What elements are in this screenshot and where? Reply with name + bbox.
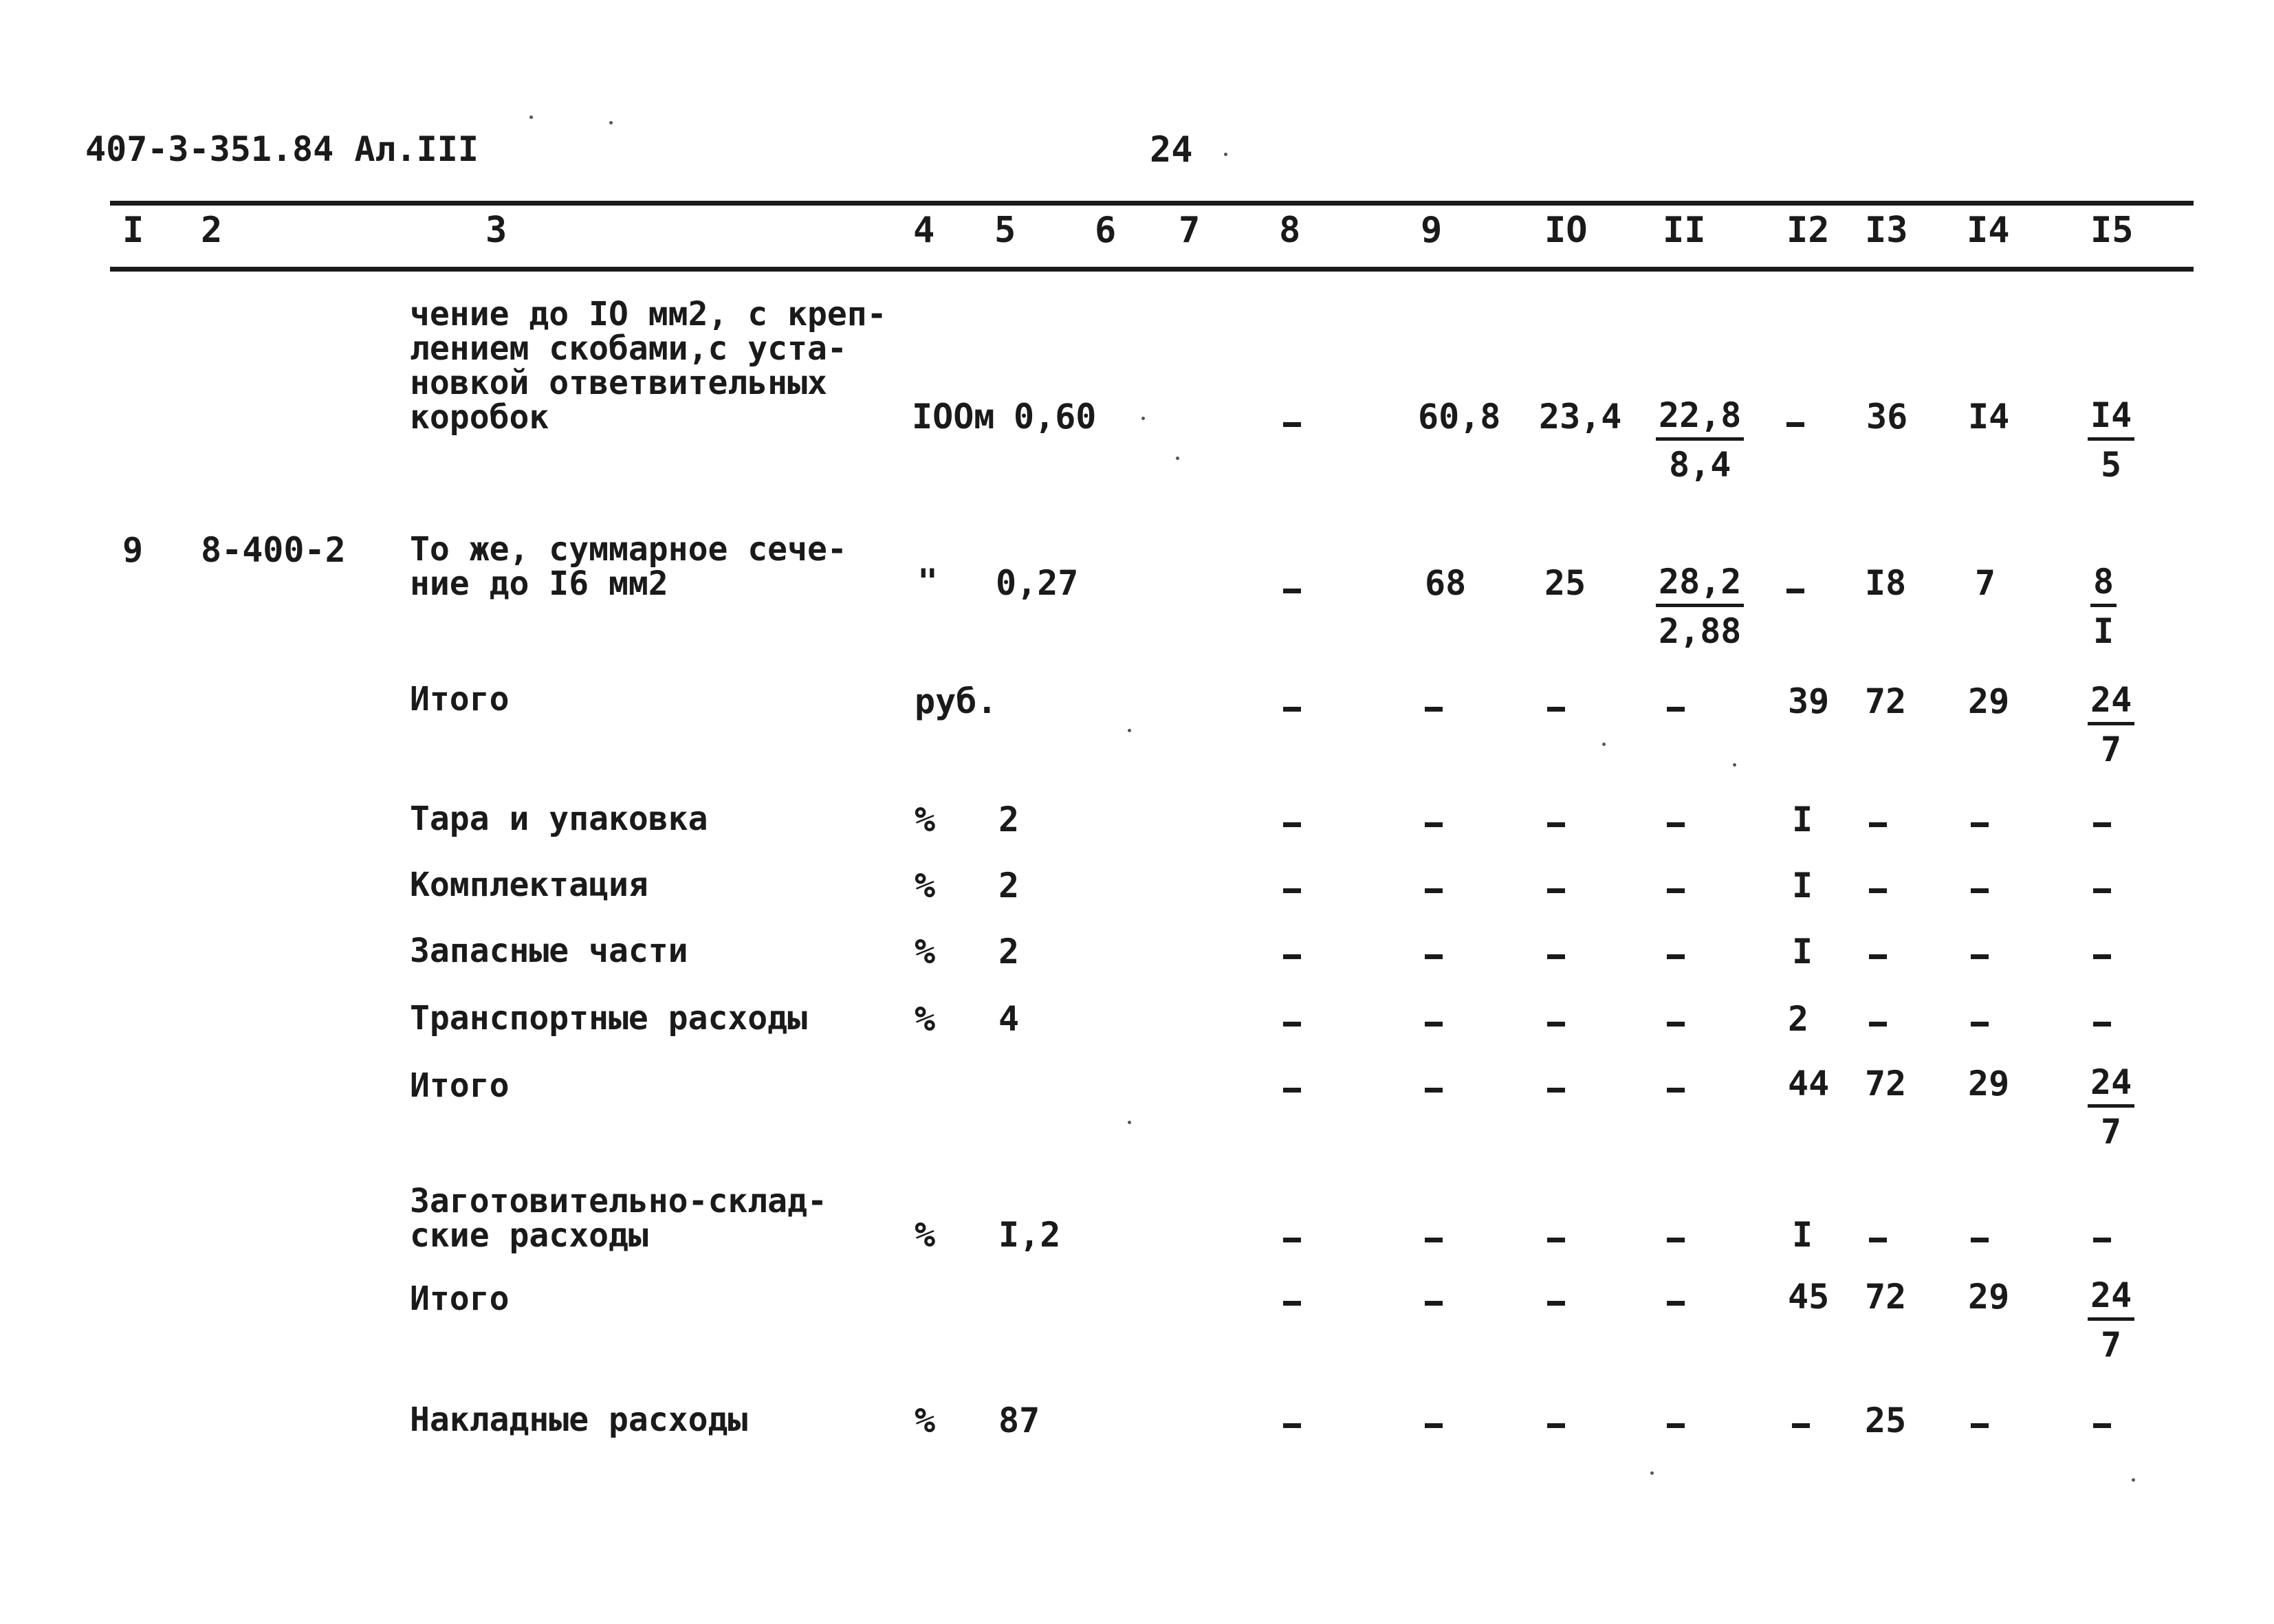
column-number: 7	[1179, 210, 1201, 251]
value-cell: 45	[1788, 1277, 1830, 1317]
dash-mark	[1425, 1301, 1443, 1306]
dash-mark	[1425, 707, 1443, 712]
column-number: 6	[1095, 210, 1117, 251]
quantity-cell: 2	[998, 866, 1020, 906]
column-number: I2	[1786, 210, 1830, 251]
dash-mark	[1971, 1022, 1989, 1027]
fraction-denominator: 8,4	[1669, 445, 1731, 485]
column-number: 4	[913, 210, 935, 251]
column-number: II	[1663, 210, 1706, 251]
dash-mark	[1283, 822, 1301, 827]
dash-mark	[1869, 822, 1887, 827]
dash-mark	[1425, 888, 1443, 893]
unit-cell: "	[917, 562, 939, 602]
page-number: 24	[1150, 129, 1193, 171]
quantity-cell: 0,27	[996, 563, 1079, 603]
scan-speck	[529, 116, 533, 119]
dash-mark	[1547, 822, 1565, 827]
dash-mark	[1971, 888, 1989, 893]
dash-mark	[1547, 954, 1565, 959]
scan-speck	[1141, 417, 1145, 420]
fraction-cell	[1656, 562, 1744, 652]
dash-mark	[1425, 1238, 1443, 1242]
fraction-numerator: 24	[2088, 681, 2134, 725]
dash-mark	[1667, 888, 1685, 893]
fraction-denominator: 7	[2101, 1112, 2122, 1152]
row-description: Итого	[410, 1066, 510, 1105]
value-cell: 36	[1866, 397, 1908, 437]
row-description: Итого	[410, 1280, 510, 1318]
fraction-denominator: I	[2093, 611, 2114, 651]
row-description: чение до IO мм2, с креп- лением скобами,с уста- новкой ответвительных коробок	[410, 295, 887, 437]
dash-mark	[1547, 1301, 1565, 1306]
value-cell: I4	[1968, 397, 2010, 437]
dash-mark	[1283, 1088, 1301, 1093]
dash-mark	[1283, 1238, 1301, 1242]
value-cell: I	[1792, 1215, 1813, 1255]
dash-mark	[1547, 1423, 1565, 1428]
column-number: 5	[994, 210, 1016, 251]
dash-mark	[1792, 1423, 1810, 1428]
value-cell: 25	[1544, 563, 1586, 603]
fraction-cell	[2088, 1276, 2134, 1366]
scan-speck	[1128, 1121, 1131, 1124]
dash-mark	[2093, 954, 2111, 959]
value-cell: 2	[1788, 999, 1809, 1039]
scan-speck	[1733, 763, 1736, 767]
column-number: 2	[201, 210, 223, 251]
scan-speck	[1224, 153, 1227, 156]
value-cell: 72	[1865, 1277, 1907, 1317]
value-cell: 60,8	[1418, 397, 1501, 437]
quantity-cell: 0,60	[1014, 397, 1097, 437]
dash-mark	[1869, 888, 1887, 893]
row-description: То же, суммарное сече- ние до I6 мм2	[410, 530, 847, 603]
dash-mark	[1283, 1423, 1301, 1428]
scan-speck	[1128, 729, 1131, 732]
fraction-cell	[2088, 681, 2134, 771]
value-cell: I	[1792, 932, 1813, 972]
column-number: IO	[1544, 210, 1588, 251]
dash-mark	[1547, 1238, 1565, 1242]
dash-mark	[1667, 1088, 1685, 1093]
dash-mark	[1786, 589, 1804, 593]
scan-speck	[2132, 1478, 2135, 1482]
dash-mark	[1283, 888, 1301, 893]
column-number: 8	[1279, 210, 1301, 251]
dash-mark	[1971, 1238, 1989, 1242]
column-number: I5	[2090, 210, 2134, 251]
dash-mark	[1667, 822, 1685, 827]
document-code: 407-3-351.84 Ал.III	[85, 129, 479, 169]
row-description: Итого	[410, 680, 510, 718]
row-description: Транспортные расходы	[410, 999, 807, 1038]
dash-mark	[1667, 1301, 1685, 1306]
dash-mark	[2093, 888, 2111, 893]
dash-mark	[1667, 707, 1685, 712]
dash-mark	[1425, 822, 1443, 827]
fraction-numerator: 24	[2088, 1276, 2134, 1321]
column-number: I	[122, 210, 144, 251]
dash-mark	[1425, 954, 1443, 959]
dash-mark	[1425, 1088, 1443, 1093]
dash-mark	[1869, 1238, 1887, 1242]
dash-mark	[1971, 1423, 1989, 1428]
value-cell: I	[1792, 800, 1813, 840]
dash-mark	[2093, 1022, 2111, 1027]
table-top-rule	[110, 201, 2194, 206]
unit-cell: %	[915, 932, 936, 972]
value-cell: 29	[1968, 681, 2010, 721]
column-number: 3	[485, 210, 507, 251]
fraction-cell	[2088, 1063, 2134, 1153]
value-cell: I8	[1865, 563, 1907, 603]
scan-speck	[1176, 457, 1179, 460]
dash-mark	[1667, 1238, 1685, 1242]
dash-mark	[1283, 1022, 1301, 1027]
row-description: Тара и упаковка	[410, 800, 708, 838]
column-number: I4	[1967, 210, 2010, 251]
value-cell: 44	[1788, 1064, 1830, 1104]
column-number-row	[0, 210, 2274, 265]
scan-speck	[609, 121, 613, 124]
dash-mark	[1869, 954, 1887, 959]
dash-mark	[1425, 1022, 1443, 1027]
dash-mark	[1667, 1022, 1685, 1027]
fraction-numerator: 24	[2088, 1063, 2134, 1108]
dash-mark	[1667, 954, 1685, 959]
value-cell: 29	[1968, 1277, 2010, 1317]
row-description: Накладные расходы	[410, 1401, 748, 1439]
fraction-denominator: 5	[2101, 445, 2122, 485]
price-code: 8-400-2	[201, 530, 346, 570]
value-cell: 7	[1975, 563, 1996, 603]
fraction-denominator: 7	[2101, 1325, 2122, 1365]
quantity-cell: I,2	[998, 1215, 1061, 1255]
fraction-numerator: 22,8	[1656, 396, 1744, 441]
fraction-denominator: 7	[2101, 729, 2122, 769]
fraction-numerator: I4	[2088, 396, 2134, 441]
value-cell: 72	[1865, 681, 1907, 721]
dash-mark	[1283, 954, 1301, 959]
value-cell: 72	[1865, 1064, 1907, 1104]
unit-cell: руб.	[915, 681, 998, 721]
dash-mark	[2093, 1423, 2111, 1428]
quantity-cell: 2	[998, 800, 1020, 840]
value-cell: I	[1792, 866, 1813, 906]
dash-mark	[1283, 422, 1301, 427]
fraction-cell	[1656, 396, 1744, 486]
dash-mark	[1971, 954, 1989, 959]
unit-cell: %	[915, 1401, 936, 1440]
dash-mark	[1425, 1423, 1443, 1428]
unit-cell: %	[915, 1215, 936, 1255]
scan-speck	[1602, 743, 1606, 746]
dash-mark	[1283, 589, 1301, 593]
dash-mark	[1283, 707, 1301, 712]
unit-cell: %	[915, 800, 936, 840]
dash-mark	[1547, 1022, 1565, 1027]
dash-mark	[1283, 1301, 1301, 1306]
column-number: I3	[1865, 210, 1908, 251]
value-cell: 25	[1865, 1401, 1907, 1440]
dash-mark	[1869, 1022, 1887, 1027]
dash-mark	[1786, 422, 1804, 427]
table-header-rule	[110, 267, 2194, 272]
value-cell: 68	[1425, 563, 1467, 603]
unit-cell: %	[915, 999, 936, 1039]
quantity-cell: 2	[998, 932, 1020, 972]
column-number: 9	[1421, 210, 1443, 251]
fraction-cell	[2090, 562, 2117, 652]
dash-mark	[1971, 822, 1989, 827]
dash-mark	[2093, 1238, 2111, 1242]
scan-speck	[1650, 1471, 1654, 1475]
dash-mark	[2093, 822, 2111, 827]
value-cell: 29	[1968, 1064, 2010, 1104]
row-description: Заготовительно-склад- ские расходы	[410, 1182, 827, 1255]
dash-mark	[1667, 1423, 1685, 1428]
value-cell: 39	[1788, 681, 1830, 721]
fraction-numerator: 28,2	[1656, 562, 1744, 607]
row-description: Запасные части	[410, 932, 688, 970]
dash-mark	[1547, 1088, 1565, 1093]
unit-cell: IOOм	[912, 397, 995, 437]
fraction-numerator: 8	[2090, 562, 2117, 607]
quantity-cell: 87	[998, 1401, 1040, 1440]
fraction-cell	[2088, 396, 2134, 486]
row-description: Комплектация	[410, 866, 648, 904]
quantity-cell: 4	[998, 999, 1020, 1039]
dash-mark	[1547, 888, 1565, 893]
unit-cell: %	[915, 866, 936, 906]
fraction-denominator: 2,88	[1659, 611, 1742, 651]
row-number: 9	[122, 530, 144, 570]
value-cell: 23,4	[1539, 397, 1622, 437]
dash-mark	[1547, 707, 1565, 712]
